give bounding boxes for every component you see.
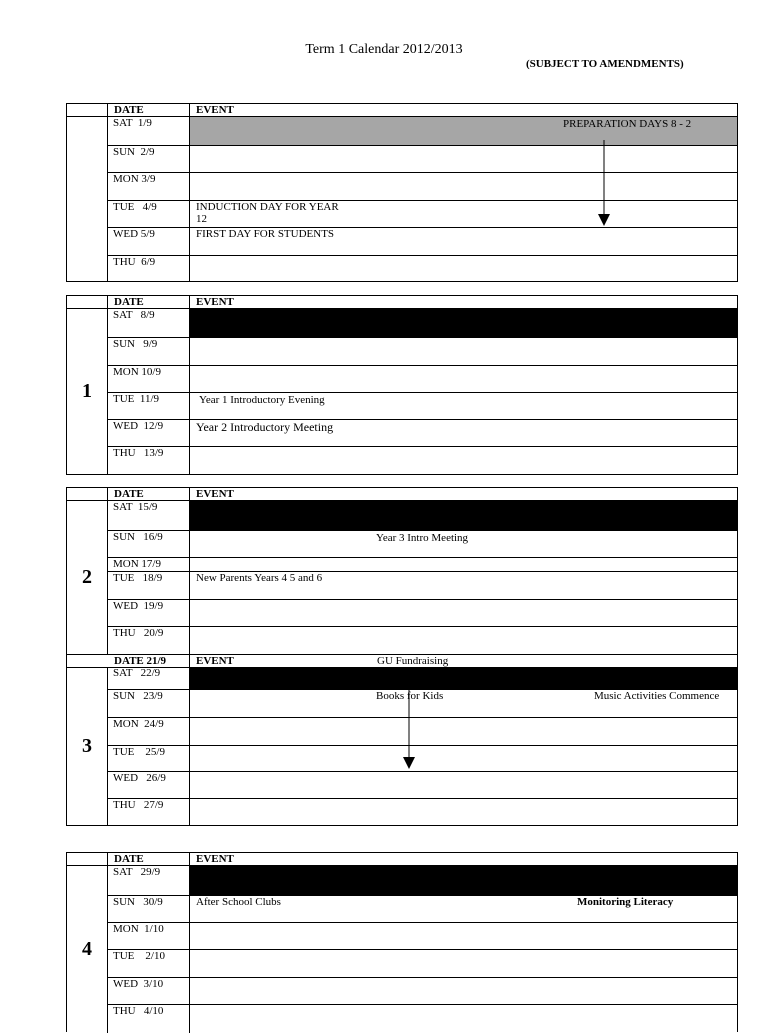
down-arrow-icon (401, 690, 417, 772)
date-column-header: DATE (109, 488, 190, 500)
table-row (108, 117, 737, 145)
table-row (108, 571, 737, 599)
table-row (108, 668, 737, 689)
table-row (108, 200, 737, 227)
table-header-week-3 (67, 654, 737, 668)
event-text-bold: Monitoring Literacy (577, 896, 674, 908)
table-row (108, 172, 737, 200)
date-cell: WED 12/9 (108, 420, 190, 446)
event-column-header: EVENT (196, 853, 234, 865)
table-row (108, 949, 737, 977)
event-cell (190, 627, 737, 654)
table-row (108, 255, 737, 281)
calendar-title: Term 1 Calendar 2012/2013 (305, 42, 463, 57)
event-cell (190, 420, 737, 446)
date-cell: MON 10/9 (108, 366, 190, 392)
table-row (108, 446, 737, 474)
event-text: Year 2 Introductory Meeting (196, 420, 334, 434)
event-cell (190, 600, 737, 626)
event-cell (190, 978, 737, 1004)
table-row (108, 145, 737, 172)
table-row (108, 557, 737, 571)
event-cell (190, 447, 737, 474)
table-header (67, 296, 737, 309)
table-row (108, 626, 737, 654)
event-cell (190, 366, 737, 392)
event-cell (190, 228, 737, 255)
table-row (108, 717, 737, 745)
event-cell (190, 1005, 737, 1033)
date-cell: WED 5/9 (108, 228, 190, 255)
table-row (108, 866, 737, 895)
table-row (108, 771, 737, 798)
event-text: After School Clubs (196, 896, 281, 908)
table-row (108, 365, 737, 392)
event-cell (190, 668, 737, 689)
date-cell: MON 24/9 (108, 718, 190, 745)
event-cell (190, 173, 737, 200)
date-cell: MON 3/9 (108, 173, 190, 200)
event-cell (190, 256, 737, 281)
event-text: Books for Kids (376, 690, 444, 702)
date-cell: SUN 16/9 (108, 531, 190, 557)
table-row (108, 392, 737, 419)
event-text: Music Activities Commence (594, 690, 720, 702)
date-cell: WED 26/9 (108, 772, 190, 798)
down-arrow-icon (596, 140, 612, 228)
date-cell: THU 27/9 (108, 799, 190, 825)
table-row (108, 419, 737, 446)
event-text-continued: 12 (196, 213, 207, 225)
week-table-1 (66, 295, 738, 475)
event-cell (190, 558, 737, 571)
week-table-4 (66, 852, 738, 1032)
table-row (108, 798, 737, 825)
date-cell: SAT 8/9 (108, 309, 190, 337)
event-cell (190, 718, 737, 745)
date-cell: WED 19/9 (108, 600, 190, 626)
amendments-note: (SUBJECT TO AMENDMENTS) (526, 58, 684, 70)
date-cell: TUE 25/9 (108, 746, 190, 771)
table-row (108, 227, 737, 255)
event-cell (190, 799, 737, 825)
event-cell (190, 393, 737, 419)
event-cell (190, 309, 737, 337)
event-cell (190, 146, 737, 172)
date-column-header: DATE (109, 296, 190, 308)
week-number: 4 (67, 866, 108, 1033)
date-cell: WED 3/10 (108, 978, 190, 1004)
table-row (108, 530, 737, 557)
event-cell (190, 117, 737, 145)
week-number: 1 (67, 309, 108, 474)
date-cell: MON 1/10 (108, 923, 190, 949)
event-column-header: EVENT (196, 104, 234, 116)
table-row (108, 599, 737, 626)
event-text: Year 3 Intro Meeting (376, 532, 469, 544)
event-column-header: EVENT (196, 655, 234, 667)
date-cell: THU 13/9 (108, 447, 190, 474)
event-column-header: EVENT (196, 488, 234, 500)
table-row (108, 501, 737, 530)
date-cell: THU 4/10 (108, 1005, 190, 1033)
table-row (108, 745, 737, 771)
date-cell: SUN 9/9 (108, 338, 190, 365)
table-row (108, 922, 737, 949)
week-number (67, 117, 108, 281)
table-row (108, 895, 737, 922)
header-event-text: GU Fundraising (377, 655, 449, 667)
date-cell: SUN 23/9 (108, 690, 190, 717)
table-header (67, 853, 737, 866)
date-cell: THU 6/9 (108, 256, 190, 281)
event-cell (190, 531, 737, 557)
table-row (108, 977, 737, 1004)
date-cell: SAT 29/9 (108, 866, 190, 895)
event-cell (190, 950, 737, 977)
event-cell (190, 896, 737, 922)
table-row (108, 309, 737, 337)
week-number: 2 (67, 501, 108, 654)
event-cell (190, 772, 737, 798)
date-cell: TUE 2/10 (108, 950, 190, 977)
date-cell: TUE 4/9 (108, 201, 190, 227)
event-cell (190, 338, 737, 365)
week-table-2-3 (66, 487, 738, 826)
week-table-0 (66, 103, 738, 282)
week-number: 3 (67, 668, 108, 825)
event-cell (190, 201, 737, 227)
date-column-header: DATE (109, 853, 190, 865)
event-text: INDUCTION DAY FOR YEAR (196, 201, 339, 213)
date-cell: SAT 15/9 (108, 501, 190, 530)
event-cell (190, 501, 737, 530)
event-cell (190, 866, 737, 895)
table-row (108, 337, 737, 365)
table-row (108, 689, 737, 717)
event-column-header: EVENT (196, 296, 234, 308)
table-header (67, 488, 737, 501)
date-cell: TUE 18/9 (108, 572, 190, 599)
date-column-header: DATE (109, 104, 190, 116)
event-text: FIRST DAY FOR STUDENTS (196, 228, 335, 240)
event-text: PREPARATION DAYS 8 - 2 (563, 118, 692, 130)
event-text: Year 1 Introductory Evening (199, 394, 325, 406)
event-cell (190, 746, 737, 771)
date-cell: THU 20/9 (108, 627, 190, 654)
date-cell: SAT 1/9 (108, 117, 190, 145)
date-cell: SUN 30/9 (108, 896, 190, 922)
date-cell: SUN 2/9 (108, 146, 190, 172)
table-row (108, 1004, 737, 1033)
date-cell: MON 17/9 (108, 558, 190, 571)
table-header (67, 104, 737, 117)
date-cell: TUE 11/9 (108, 393, 190, 419)
event-text: New Parents Years 4 5 and 6 (196, 572, 323, 584)
date-column-header: DATE 21/9 (109, 655, 190, 667)
event-cell (190, 690, 737, 717)
event-cell (190, 572, 737, 599)
date-cell: SAT 22/9 (108, 668, 190, 689)
event-cell (190, 923, 737, 949)
